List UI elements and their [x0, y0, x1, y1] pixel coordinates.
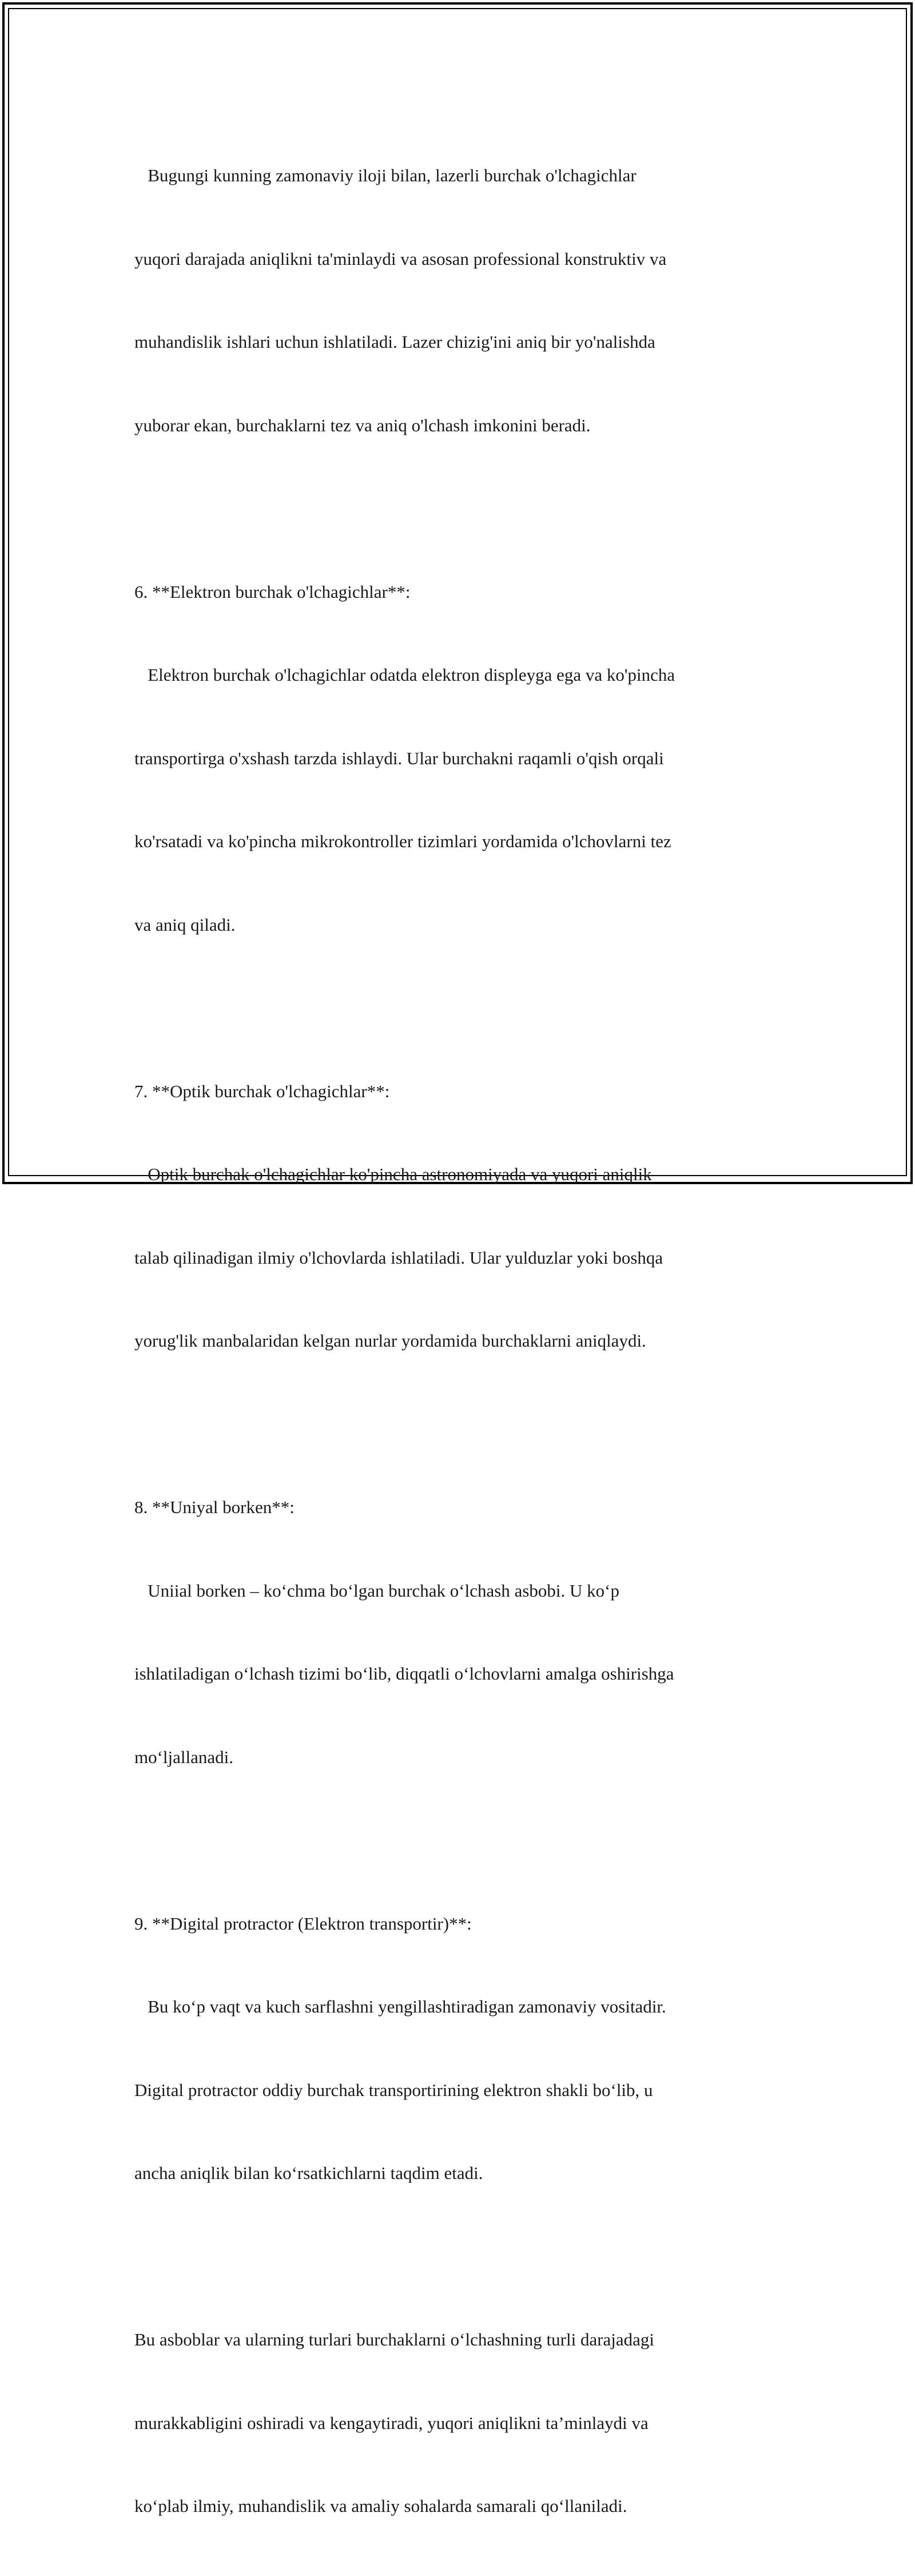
text-line: Bugungi kunning zamonaviy iloji bilan, lazerli burchak o'lchagichlar	[134, 165, 636, 185]
text-line: Uniial borken – ko‘chma bo‘lgan burchak o‘lchash asbobi. U ko‘p	[134, 1580, 619, 1601]
text-line: ko‘plab ilmiy, muhandislik va amaliy sohalarda samarali qo‘llaniladi.	[134, 2496, 627, 2516]
text-line: Bu asboblar va ularning turlari burchaklarni o‘lchashning turli darajadagi	[134, 2329, 655, 2349]
text-line: talab qilinadigan ilmiy o'lchovlarda ishlatiladi. Ular yulduzlar yoki boshqa	[134, 1247, 663, 1268]
section-optical-protractors	[134, 1022, 781, 1411]
paragraph-gap	[134, 2243, 781, 2271]
text-line: Optik burchak o'lchagichlar ko'pincha astronomiyada va yuqori aniqlik	[134, 1164, 652, 1184]
text-line: ancha aniqlik bilan ko‘rsatkichlarni taqdim etadi.	[134, 2163, 483, 2183]
paragraph-gap	[134, 994, 781, 1022]
text-line: Bu ko‘p vaqt va kuch sarflashni yengillashtiradigan zamonaviy vositadir.	[134, 1997, 666, 2017]
text-line: va aniq qiladi.	[134, 914, 236, 935]
section-heading: 9. **Digital protractor (Elektron transportir)**:	[134, 1913, 472, 1934]
paragraph-gap	[134, 1411, 781, 1439]
paragraph-gap	[134, 1827, 781, 1855]
paragraph-laser-protractors	[134, 106, 781, 495]
section-uniyal-borken	[134, 1438, 781, 1827]
text-line: ko'rsatadi va ko'pincha mikrokontroller tizimlari yordamida o'lchovlarni tez	[134, 831, 671, 851]
text-line: murakkabligini oshiradi va kengaytiradi, yuqori aniqlikni ta’minlaydi va	[134, 2412, 649, 2433]
paragraph-gap	[134, 495, 781, 523]
paragraph-conclusion	[134, 2271, 781, 2576]
text-line: Elektron burchak o'lchagichlar odatda elektron displeyga ega va ko'pincha	[134, 665, 675, 685]
section-heading: 8. **Uniyal borken**:	[134, 1497, 295, 1517]
text-line: Digital protractor oddiy burchak transportirining elektron shakli bo‘lib, u	[134, 2079, 653, 2100]
text-line: mo‘ljallanadi.	[134, 1747, 234, 1767]
text-line: transportirga o'xshash tarzda ishlaydi. Ular burchakni raqamli o'qish orqali	[134, 748, 664, 768]
text-line: ishlatiladigan o‘lchash tizimi bo‘lib, diqqatli o‘lchovlarni amalga oshirishga	[134, 1664, 674, 1684]
text-line: yorug'lik manbalaridan kelgan nurlar yordamida burchaklarni aniqlaydi.	[134, 1331, 646, 1351]
text-line: yuborar ekan, burchaklarni tez va aniq o'lchash imkonini beradi.	[134, 415, 591, 435]
text-line: muhandislik ishlari uchun ishlatiladi. Lazer chizig'ini aniq bir yo'nalishda	[134, 332, 655, 352]
section-electronic-protractors	[134, 523, 781, 995]
section-heading: 6. **Elektron burchak o'lchagichlar**:	[134, 581, 411, 602]
section-digital-protractor	[134, 1855, 781, 2243]
section-heading: 7. **Optik burchak o'lchagichlar**:	[134, 1081, 390, 1101]
document-body	[134, 106, 781, 2576]
text-line: yuqori darajada aniqlikni ta'minlaydi va asosan professional konstruktiv va	[134, 248, 667, 269]
